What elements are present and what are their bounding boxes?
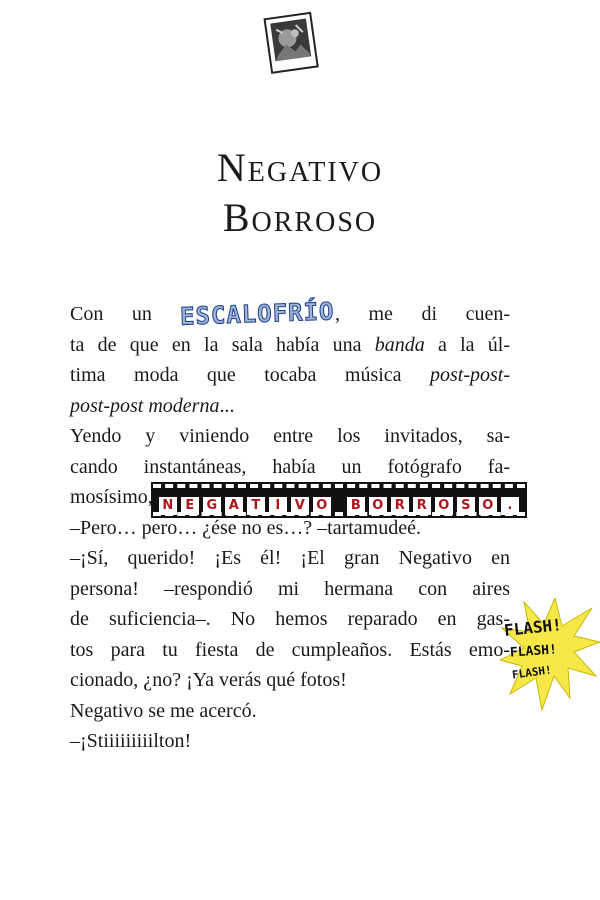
text-fragment: ... [219,394,235,417]
text-fragment: tima moda que tocaba música [70,364,430,386]
text-line-3 [70,360,510,391]
film-letter: E [181,497,199,515]
film-letter: B [347,497,365,515]
text-fragment: a la úl- [424,333,510,356]
film-letter: N [159,497,177,515]
text-fragment: mosísimo, [70,486,153,508]
film-letter: T [247,497,265,515]
story-text [70,297,513,757]
film-letter: V [291,497,309,515]
film-letter: . [501,497,519,515]
emphasis-banda: banda [374,333,425,356]
text-line-8: –Pero… pero… ¿ése no es…? –tartamudeé. [70,516,421,539]
film-letter: O [313,497,331,515]
page-title-line-2: Borroso [222,195,378,240]
escalofrio-word: ESCALOFRÍO [180,297,336,331]
text-fragment: , me di cuen- [334,303,511,325]
film-letter: G [203,497,221,515]
negativo-borroso-filmstrip [153,484,525,516]
emphasis-post: post-post- [430,364,510,386]
page-title-line-1: Negativo [216,145,384,190]
text-line-13: cionado, ¿no? ¡Ya verás qué fotos! [70,669,347,691]
film-letter: S [457,497,475,515]
flash-word-3: FLASH! [511,663,553,682]
text-line-2 [70,330,510,361]
text-line-5: Yendo y viniendo entre los invitados, sa- [70,425,510,447]
photo-icon [258,8,322,76]
text-line-6: cando instantáneas, había un fotógrafo fa- [70,455,510,478]
text-fragment: Con un [70,303,181,325]
film-letter: O [369,497,387,515]
film-letter: A [225,497,243,515]
text-line-9: –¡Sí, querido! ¡Es él! ¡El gran Negativo en [70,547,510,569]
film-letter: O [479,497,497,515]
text-line-11: de suficiencia–. No hemos reparado en gas- [70,608,510,630]
flash-word-2: FLASH! [509,642,558,661]
text-line-15: –¡Stiiiiiiiiilton! [70,730,192,752]
text-line-1 [70,299,510,330]
text-line-10: persona! –respondió mi hermana con aires [70,577,510,600]
film-letter: I [269,497,287,515]
flash-word-1: FLASH! [503,615,563,640]
flash-starburst [500,598,600,716]
text-line-12: tos para tu fiesta de cumpleaños. Estás emo- [70,638,510,661]
emphasis-post-moderna: post-post moderna [70,394,220,417]
text-line-7 [70,482,513,513]
film-letter: R [391,497,409,515]
text-line-14: Negativo se me acercó. [70,699,257,722]
text-line-4 [70,391,510,422]
text-fragment: ta de que en la sala había una [70,333,375,356]
film-letter: O [435,497,453,515]
film-letter: R [413,497,431,515]
